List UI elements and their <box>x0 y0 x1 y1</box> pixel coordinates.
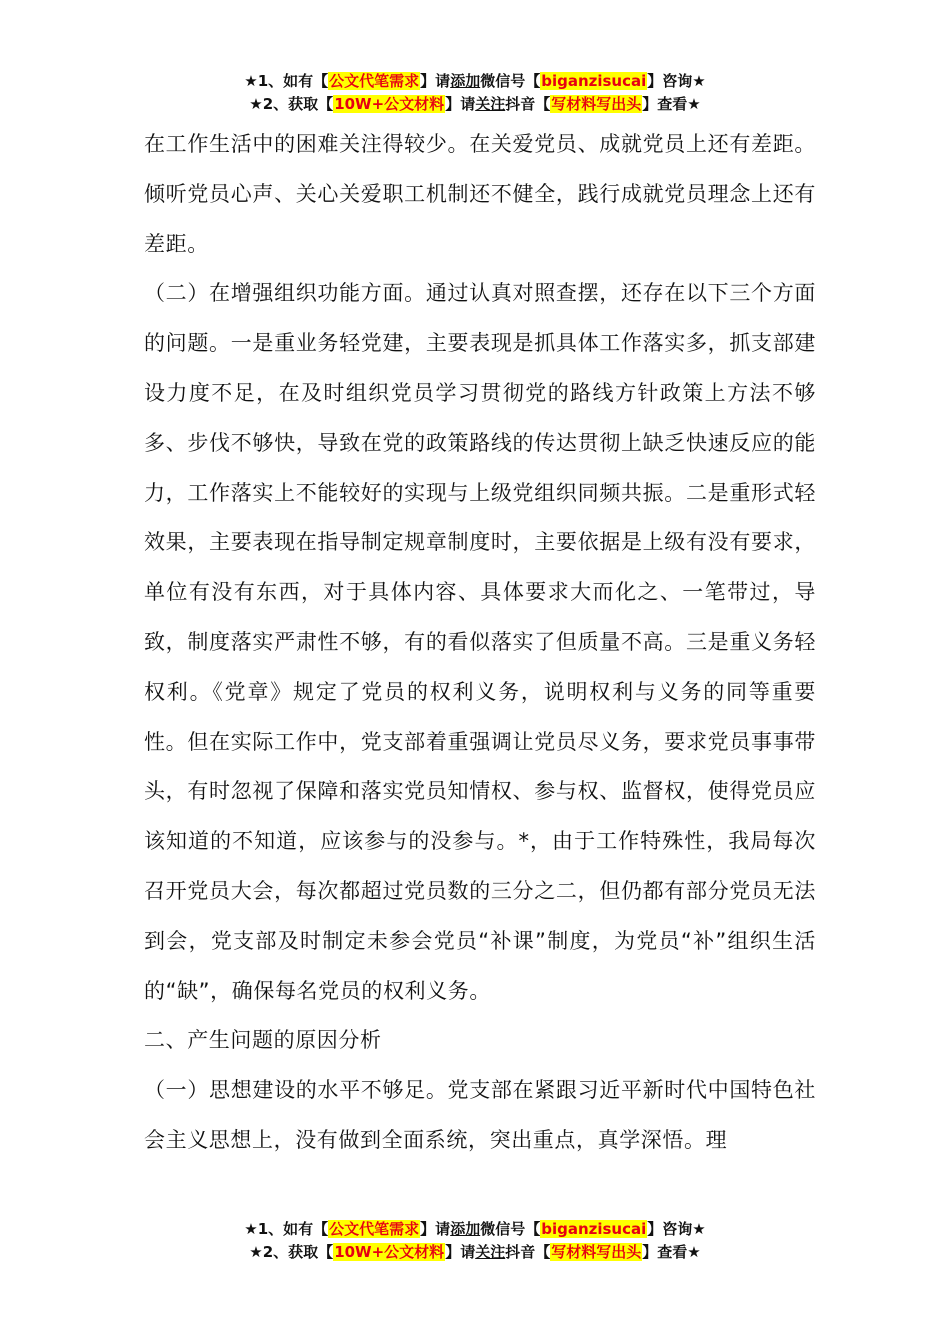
paragraph: （一）思想建设的水平不够足。党支部在紧跟习近平新时代中国特色社会主义思想上，没有做到全面系统，突出重点，真学深悟。理 <box>144 1078 816 1152</box>
banner-text: 微信号【 <box>480 72 541 90</box>
banner-text: 】请 <box>445 95 476 113</box>
banner-highlight-wechat-id: biganzisucai <box>541 1220 647 1238</box>
banner-text: 】请 <box>445 1243 476 1261</box>
paragraph: 在工作生活中的困难关注得较少。在关爱党员、成就党员上还有差距。倾听党员心声、关心关爱职工机制还不健全，践行成就党员理念上还有差距。 <box>144 132 816 256</box>
banner-emphasis: 关注 <box>475 1243 506 1261</box>
banner-text: 】请 <box>420 72 451 90</box>
paragraph: （二）在增强组织功能方面。通过认真对照查摆，还存在以下三个方面的问题。一是重业务轻党建，主要表现是抓具体工作落实多，抓支部建设力度不足，在及时组织党员学习贯彻党的路线方针政策上方法不够多、步伐不够快，导致在党的政策路线的传达贯彻上缺乏快速反应的能力，工作落实上不能较好的实现与上级党组织同频共振。二是重形式轻效果，主要表现在指导制定规章制度时，主要依据是上级有没有要求，单位有没有东西，对于具体内容、具体要求大而化之、一笔带过，导致，制度落实严肃性不够，有的看似落实了但质量不高。三是重义务轻权利。《党章》规定了党员的权利义务，说明权利与义务的同等重要性。但在实际工作中，党支部着重强调让党员尽义务，要求党员事事带头，有时忽视了保障和落实党员知情权、参与权、监督权，使得党员应该知道的不知道，应该参与的没参与。*，由于工作特殊性，我局每次召开党员大会，每次都超过党员数的三分之二，但仍都有部分党员无法到会，党支部及时制定未参会党员“补课”制度，为党员“补”组织生活的“缺”，确保每名党员的权利义务。 <box>144 281 816 1003</box>
banner-suffix: 】咨询★ <box>647 72 706 90</box>
banner-suffix: 】查看★ <box>642 1243 701 1261</box>
banner-emphasis: 添加 <box>450 1220 481 1238</box>
banner-highlight-materials: 10W+公文材料 <box>334 1243 445 1261</box>
bottom-banner <box>0 1218 950 1264</box>
banner-highlight-service: 公文代笔需求 <box>329 1220 420 1238</box>
banner-highlight-service: 公文代笔需求 <box>329 72 420 90</box>
banner-line-1 <box>0 1218 950 1241</box>
banner-prefix: ★1、如有【 <box>244 72 329 90</box>
banner-line-2 <box>0 1241 950 1264</box>
top-banner <box>0 70 950 116</box>
banner-prefix: ★2、获取【 <box>249 95 334 113</box>
banner-emphasis: 添加 <box>450 72 481 90</box>
banner-text: 】请 <box>420 1220 451 1238</box>
banner-highlight-materials: 10W+公文材料 <box>334 95 445 113</box>
banner-emphasis: 关注 <box>475 95 506 113</box>
banner-prefix: ★2、获取【 <box>249 1243 334 1261</box>
banner-prefix: ★1、如有【 <box>244 1220 329 1238</box>
banner-line-1 <box>0 70 950 93</box>
banner-highlight-wechat-id: biganzisucai <box>541 72 647 90</box>
banner-text: 抖音【 <box>505 95 551 113</box>
document-body <box>144 120 816 1166</box>
banner-suffix: 】查看★ <box>642 95 701 113</box>
banner-text: 微信号【 <box>480 1220 541 1238</box>
banner-highlight-douyin: 写材料写出头 <box>551 1243 642 1261</box>
section-heading: 二、产生问题的原因分析 <box>144 1028 382 1053</box>
banner-line-2 <box>0 93 950 116</box>
banner-suffix: 】咨询★ <box>647 1220 706 1238</box>
banner-highlight-douyin: 写材料写出头 <box>551 95 642 113</box>
banner-text: 抖音【 <box>505 1243 551 1261</box>
